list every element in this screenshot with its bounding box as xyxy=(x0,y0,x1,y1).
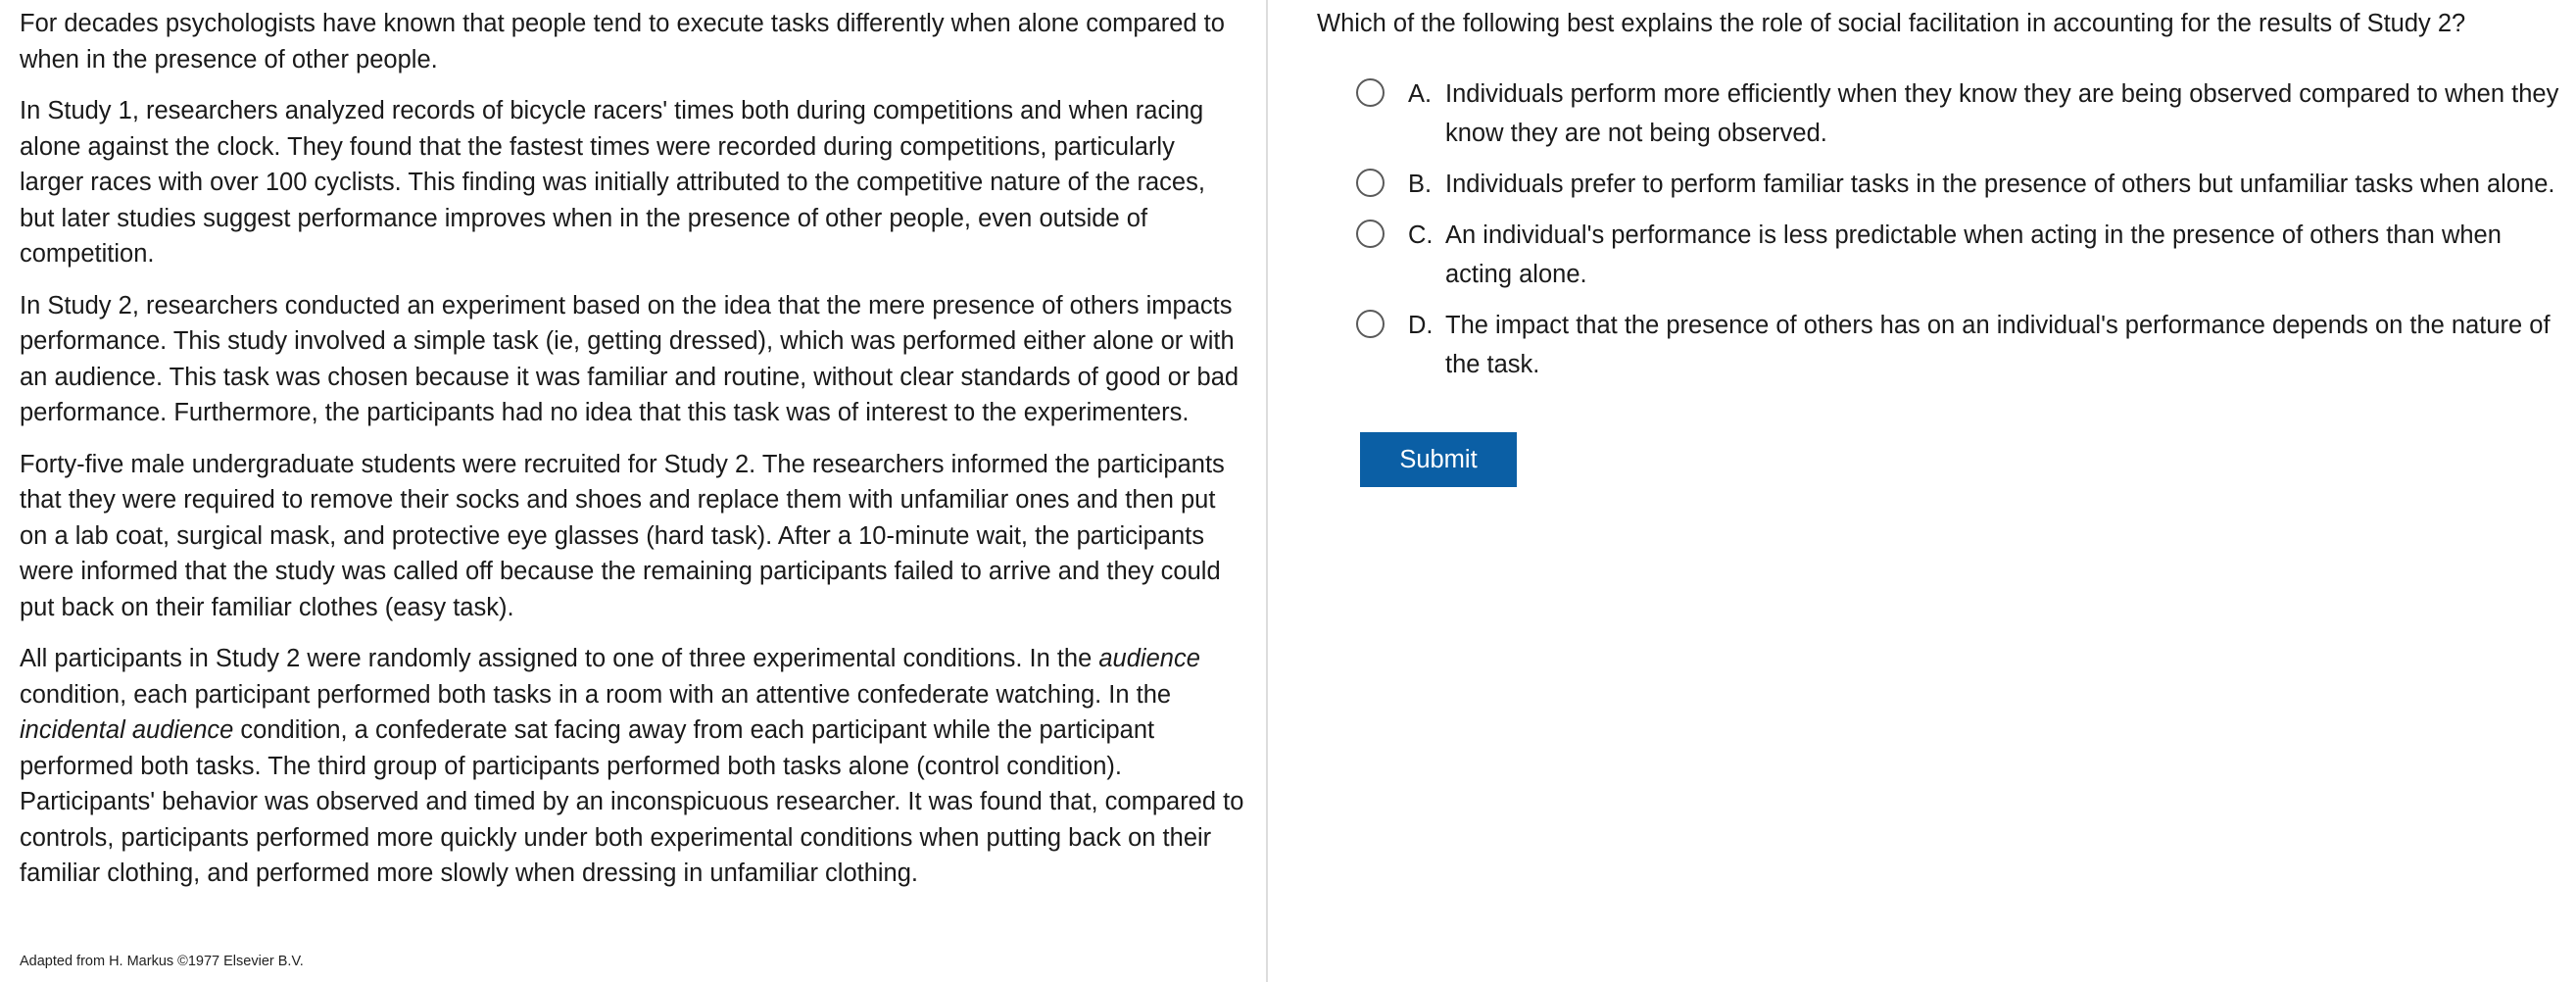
choice-text-d[interactable]: The impact that the presence of others has on an individual's performance depends on the nature of the task. xyxy=(1445,312,2551,378)
choice-text-c[interactable]: An individual's performance is less predictable when acting in the presence of others than when acting alone. xyxy=(1445,221,2502,288)
answer-choice-b[interactable] xyxy=(1356,165,2571,204)
choice-letter-c: C. xyxy=(1408,221,1434,249)
radio-button-c[interactable] xyxy=(1356,220,1385,248)
passage-paragraph-3: In Study 2, researchers conducted an experiment based on the idea that the mere presence of others impacts performance. This study involved a simple task (ie, getting dressed), which was performed either alone or with an audience. This task was chosen because it was familiar and routine, without clear standards of good or bad performance. Furthermore, the participants had no idea that this task was of interest to the experimenters. xyxy=(20,291,1239,426)
choice-letter-a: A. xyxy=(1408,80,1433,108)
passage-paragraph-2: In Study 1, researchers analyzed records of bicycle racers' times both during competitions and when racing alone against the clock. They found that the fastest times were recorded during competitions, particularly larger races with over 100 cyclists. This finding was initially attributed to the competitive nature of the races, but later studies suggest performance improves when in the presence of other people, even outside of competition. xyxy=(20,97,1205,268)
answer-choice-d[interactable] xyxy=(1356,306,2571,384)
answer-choices xyxy=(1356,74,2571,396)
question-stem: Which of the following best explains the role of social facilitation in accounting for the results of Study 2? xyxy=(1317,10,2466,37)
radio-button-d[interactable] xyxy=(1356,310,1385,338)
passage-emphasis-audience: audience xyxy=(1098,645,1200,672)
answer-choice-a[interactable] xyxy=(1356,74,2571,153)
choice-letter-d: D. xyxy=(1408,312,1434,339)
answer-choice-c[interactable] xyxy=(1356,216,2571,294)
question-pane xyxy=(1270,0,2576,982)
passage-citation: Adapted from H. Markus ©1977 Elsevier B.V. xyxy=(20,954,304,969)
choice-letter-b: B. xyxy=(1408,171,1433,198)
choice-text-b[interactable]: Individuals prefer to perform familiar tasks in the presence of others but unfamiliar tasks when alone. xyxy=(1445,171,2555,198)
passage-paragraph-5 xyxy=(20,641,1244,892)
passage-paragraph-5-part-2: condition, each participant performed both tasks in a room with an attentive confederate watching. In the xyxy=(20,680,1172,709)
radio-button-b[interactable] xyxy=(1356,169,1385,197)
passage-emphasis-incidental-audience: incidental audience xyxy=(20,716,234,744)
passage-paragraph-1: For decades psychologists have known that people tend to execute tasks differently when alone compared to when in the presence of other people. xyxy=(20,10,1225,74)
choice-text-a[interactable]: Individuals perform more efficiently when they know they are being observed compared to when they know they are not being observed. xyxy=(1445,80,2559,147)
passage-paragraph-4: Forty-five male undergraduate students were recruited for Study 2. The researchers informed the participants that they were required to remove their socks and shoes and replace them with unfamiliar ones and then put on a lab coat, surgical mask, and protective eye glasses (hard task). After a 10-minute wait, the participants were informed that the study was called off because the remaining participants failed to arrive and they could put back on their familiar clothes (easy task). xyxy=(20,450,1225,621)
passage-paragraph-5-part-3: condition, a confederate sat facing away from each participant while the participant performed both tasks. The third group of participants performed both tasks alone (control condition). Participants' behavior was observed and timed by an inconspicuous researcher. It was found that, compared to controls, participants performed more quickly under both experimental conditions when putting back on their familiar clothing, and performed more slowly when dressing in unfamiliar clothing. xyxy=(20,716,1244,887)
radio-button-a[interactable] xyxy=(1356,78,1385,107)
submit-button[interactable]: Submit xyxy=(1360,432,1517,487)
passage-pane[interactable] xyxy=(0,0,1268,982)
passage-paragraph-5-part-1: All participants in Study 2 were randomly assigned to one of three experimental conditions. In the xyxy=(20,645,1099,672)
passage-text xyxy=(20,6,1244,908)
